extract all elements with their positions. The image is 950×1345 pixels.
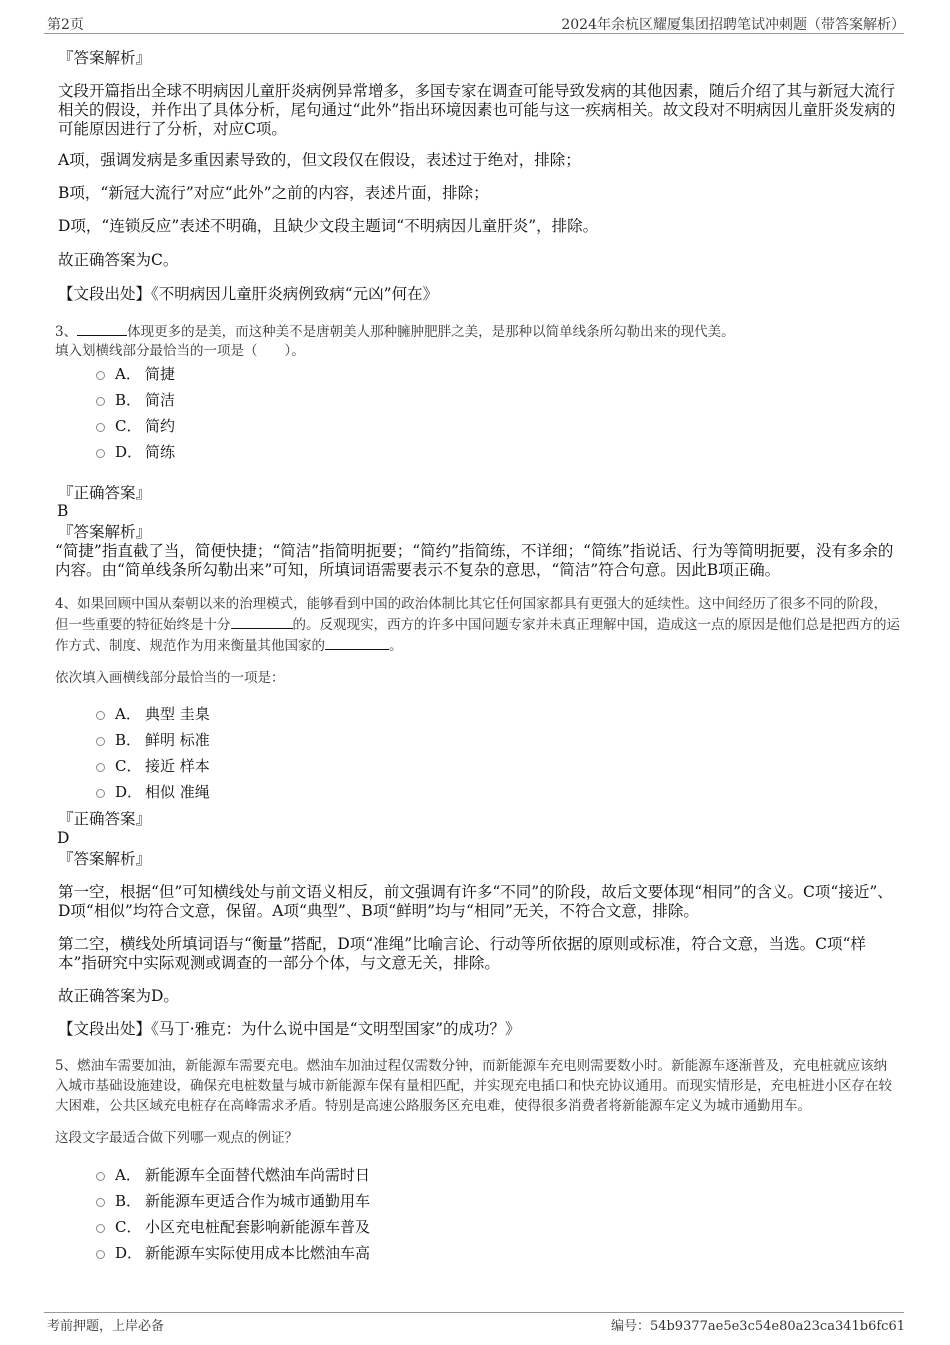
option-text: 接近 样本 (145, 757, 210, 775)
q4-analysis-para2: 第二空，横线处所填词语与“衡量”搭配，D项“准绳”比喻言论、行动等所依据的原则或标准，符合文意，当选。C项“样本”指研究中实际观测或调查的一部分个体，与文意无关，排除。 (58, 935, 866, 972)
option-text: 简洁 (145, 391, 176, 409)
radio-icon[interactable] (96, 1198, 105, 1207)
q5-option-d[interactable] (96, 1243, 370, 1263)
radio-icon[interactable] (96, 423, 105, 432)
option-text: 鲜明 标准 (145, 731, 210, 749)
option-letter: A． (115, 365, 141, 383)
option-letter: B． (115, 731, 142, 749)
option-text: 新能源车更适合作为城市通勤用车 (145, 1192, 371, 1210)
radio-icon[interactable] (96, 449, 105, 458)
q5-option-c[interactable] (96, 1217, 370, 1237)
q4-stem-part2: 的。反观现实，西方的许多中国问题专家并未真正理解中国，造成这一点的原因是他们总是把西方的运作方式、制度、规范作为用来衡量其他国家的 (55, 617, 900, 654)
q3-analysis-label: 『答案解析』 (58, 523, 152, 541)
q3-answer-label: 『正确答案』 (58, 484, 152, 502)
option-letter: A． (115, 1166, 141, 1184)
q3-analysis: “简捷”指直截了当，简便快捷；“简洁”指简明扼要；“简约”指简练，不详细；“简练”指说话、行为等简明扼要，没有多余的内容。由“简单线条所勾勒出来”可知，所填词语需要表示不复杂的意思，“简洁”符合句意。因此B项正确。 (55, 542, 894, 579)
q3-number: 3、 (55, 324, 78, 340)
q4-blank-2 (325, 635, 389, 650)
q3-stem (55, 321, 900, 342)
q5-option-a[interactable] (96, 1165, 370, 1185)
q4-option-d[interactable] (96, 782, 210, 802)
radio-icon[interactable] (96, 737, 105, 746)
option-letter: C． (115, 757, 142, 775)
radio-icon[interactable] (96, 1224, 105, 1233)
radio-icon[interactable] (96, 397, 105, 406)
option-letter: B． (115, 1192, 142, 1210)
q2-source: 【文段出处】《不明病因儿童肝炎病例致病“元凶”何在》 (58, 285, 439, 303)
q3-option-c[interactable] (96, 416, 175, 436)
option-letter: B． (115, 391, 142, 409)
q4-stem-part3: 。 (389, 638, 403, 654)
option-text: 新能源车全面替代燃油车尚需时日 (145, 1166, 371, 1184)
q5-ask: 这段文字最适合做下列哪一观点的例证？ (55, 1130, 298, 1146)
q5-stem: 5、燃油车需要加油，新能源车需要充电。燃油车加油过程仅需数分钟，而新能源车充电则需要数小时。新能源车逐渐普及，充电桩就应该纳入城市基础设施建设，确保充电桩数量与城市新能源车保有量相匹配，并实现充电插口和快充协议通用。而现实情形是，充电桩进小区存在较大困难，公共区域充电桩存在高峰需求矛盾。特别是高速公路服务区充电难，使得很多消费者将新能源车定义为城市通勤用车。 (55, 1058, 892, 1114)
option-text: 典型 圭臬 (145, 705, 210, 723)
header-divider (44, 33, 904, 34)
option-text: 简练 (145, 443, 176, 461)
option-letter: C． (115, 417, 142, 435)
document-title: 2024年余杭区耀厦集团招聘笔试冲刺题（带答案解析） (561, 17, 905, 33)
q3-option-d[interactable] (96, 442, 175, 462)
q3-option-b[interactable] (96, 390, 175, 410)
q3-ask: 填入划横线部分最恰当的一项是（ ）。 (55, 343, 305, 359)
option-letter: D． (115, 443, 143, 461)
q3-answer: B (57, 502, 69, 520)
radio-icon[interactable] (96, 1172, 105, 1181)
q4-blank-1 (231, 614, 293, 629)
radio-icon[interactable] (96, 763, 105, 772)
option-letter: D． (115, 1244, 143, 1262)
option-text: 简约 (145, 417, 176, 435)
q2-analysis-para3: B项，“新冠大流行”对应“此外”之前的内容，表述片面，排除； (58, 184, 489, 202)
q5-option-b[interactable] (96, 1191, 370, 1211)
q3-blank (77, 321, 127, 336)
q4-analysis-para1: 第一空，根据“但”可知横线处与前文语义相反，前文强调有许多“不同”的阶段，故后文要体现“相同”的含义。C项“接近”、D项“相似”均符合文意，保留。A项“典型”、B项“鲜明”均与“相同”无关，不符合文意，排除。 (58, 883, 893, 920)
q4-source: 【文段出处】《马丁·雅克：为什么说中国是“文明型国家”的成功？》 (58, 1020, 521, 1038)
option-text: 相似 准绳 (145, 783, 210, 801)
footer-divider (44, 1312, 904, 1313)
q2-analysis-para2: A项，强调发病是多重因素导致的，但文段仅在假设，表述过于绝对，排除； (58, 151, 581, 169)
q4-option-b[interactable] (96, 730, 210, 750)
radio-icon[interactable] (96, 789, 105, 798)
q2-analysis-para1: 文段开篇指出全球不明病因儿童肝炎病例异常增多，多国专家在调查可能导致发病的其他因素，随后介绍了其与新冠大流行相关的假设，并作出了具体分析，尾句通过“此外”指出环境因素也可能与这一疾病相关。故文段对不明病因儿童肝炎发病的可能原因进行了分析，对应C项。 (58, 82, 896, 138)
q4-analysis-label: 『答案解析』 (58, 850, 152, 868)
option-text: 简捷 (145, 365, 176, 383)
page-number: 第2页 (47, 17, 84, 33)
q2-conclusion: 故正确答案为C。 (58, 251, 179, 269)
option-letter: D． (115, 783, 143, 801)
radio-icon[interactable] (96, 371, 105, 380)
q4-option-c[interactable] (96, 756, 210, 776)
radio-icon[interactable] (96, 711, 105, 720)
radio-icon[interactable] (96, 1250, 105, 1259)
q3-option-a[interactable] (96, 364, 175, 384)
q4-option-a[interactable] (96, 704, 210, 724)
q4-ask: 依次填入画横线部分最恰当的一项是： (55, 670, 285, 686)
option-text: 新能源车实际使用成本比燃油车高 (145, 1244, 371, 1262)
q4-answer: D (57, 829, 70, 847)
footer-slogan: 考前押题，上岸必备 (47, 1319, 165, 1334)
option-text: 小区充电桩配套影响新能源车普及 (145, 1218, 371, 1236)
q2-analysis-label: 『答案解析』 (58, 49, 152, 67)
q4-stem-part1: 4、如果回顾中国从秦朝以来的治理模式，能够看到中国的政治体制比其它任何国家都具有更强大的延续性。这中间经历了很多不同的阶段，但一些重要的特征始终是十分 (55, 596, 888, 633)
q4-answer-label: 『正确答案』 (58, 810, 152, 828)
q4-conclusion: 故正确答案为D。 (58, 987, 179, 1005)
option-letter: A． (115, 705, 141, 723)
q4-stem (55, 594, 900, 656)
q3-stem-text: 体现更多的是美，而这种美不是唐朝美人那种臃肿肥胖之美，是那种以简单线条所勾勒出来的现代美。 (127, 324, 735, 340)
option-letter: C． (115, 1218, 142, 1236)
document-id: 编号：54b9377ae5e3c54e80a23ca341b6fc61 (610, 1319, 905, 1334)
q2-analysis-para4: D项，“连锁反应”表述不明确，且缺少文段主题词“不明病因儿童肝炎”，排除。 (58, 217, 599, 235)
